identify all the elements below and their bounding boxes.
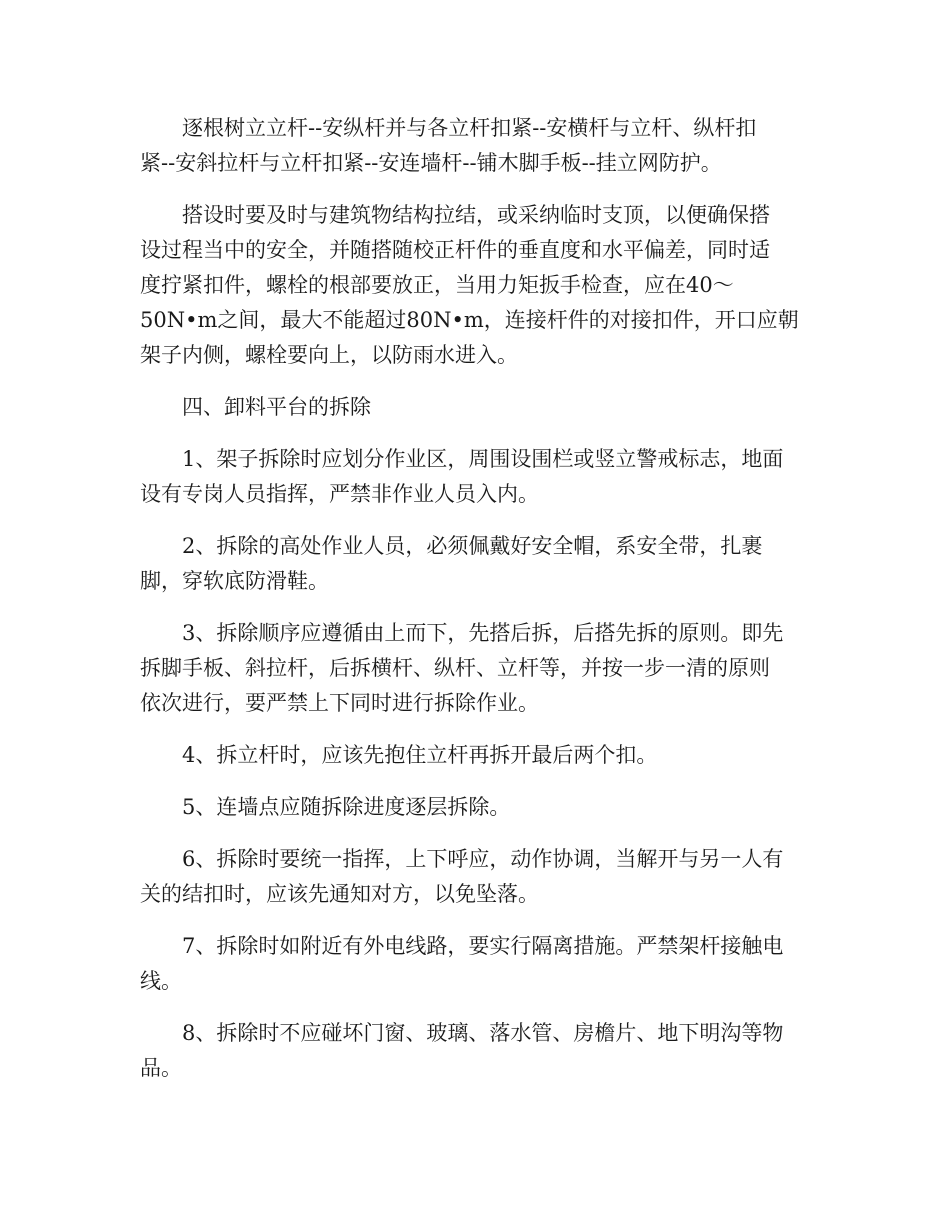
text-line: 设过程当中的安全，并随搭随校正杆件的垂直度和水平偏差，同时适 xyxy=(140,238,770,262)
text-line: 2、拆除的高处作业人员，必须佩戴好安全帽，系安全带，扎裹 xyxy=(182,534,763,558)
text-line: 6、拆除时要统一指挥，上下呼应，动作协调，当解开与另一人有 xyxy=(182,847,784,871)
list-item-2 xyxy=(140,529,810,599)
text-line: 5、连墙点应随拆除进度逐层拆除。 xyxy=(182,795,511,819)
text-line: 7、拆除时如附近有外电线路，要实行隔离措施。严禁架杆接触电 xyxy=(182,934,784,958)
list-item-6 xyxy=(140,842,810,912)
list-item-8 xyxy=(140,1016,810,1086)
list-item-1 xyxy=(140,442,810,512)
text-line: 4、拆立杆时，应该先抱住立杆再拆开最后两个扣。 xyxy=(182,743,658,767)
text-line: 搭设时要及时与建筑物结构拉结，或采纳临时支顶，以便确保搭 xyxy=(182,203,770,227)
text-line: 拆脚手板、斜拉杆，后拆横杆、纵杆、立杆等，并按一步一清的原则 xyxy=(140,656,770,680)
text-line: 逐根树立立杆--安纵杆并与各立杆扣紧--安横杆与立杆、纵杆扣 xyxy=(182,116,757,140)
list-item-3 xyxy=(140,616,810,721)
text-line: 50N•m之间，最大不能超过80N•m，连接杆件的对接扣件，开口应朝 xyxy=(140,308,799,332)
text-line: 3、拆除顺序应遵循由上而下，先搭后拆，后搭先拆的原则。即先 xyxy=(182,621,784,645)
text-line: 依次进行，要严禁上下同时进行拆除作业。 xyxy=(140,691,539,715)
text-line: 8、拆除时不应碰坏门窗、玻璃、落水管、房檐片、地下明沟等物 xyxy=(182,1021,784,1045)
text-line: 脚，穿软底防滑鞋。 xyxy=(140,569,329,593)
text-line: 线。 xyxy=(140,969,182,993)
text-line: 架子内侧，螺栓要向上，以防雨水进入。 xyxy=(140,343,518,367)
section-heading-text: 四、卸料平台的拆除 xyxy=(182,395,371,419)
list-item-4 xyxy=(140,738,810,773)
list-item-7 xyxy=(140,929,810,999)
text-line: 品。 xyxy=(140,1056,182,1080)
text-line: 1、架子拆除时应划分作业区，周围设围栏或竖立警戒标志，地面 xyxy=(182,447,784,471)
paragraph-erection-sequence xyxy=(140,111,810,181)
paragraph-erection-notes xyxy=(140,198,810,373)
section-heading xyxy=(140,390,810,425)
text-line: 度拧紧扣件，螺栓的根部要放正，当用力矩扳手检查，应在40～ xyxy=(140,273,734,297)
text-line: 紧--安斜拉杆与立杆扣紧--安连墙杆--铺木脚手板--挂立网防护。 xyxy=(140,151,722,175)
list-item-5 xyxy=(140,790,810,825)
text-line: 关的结扣时，应该先通知对方，以免坠落。 xyxy=(140,882,539,906)
text-line: 设有专岗人员指挥，严禁非作业人员入内。 xyxy=(140,482,539,506)
